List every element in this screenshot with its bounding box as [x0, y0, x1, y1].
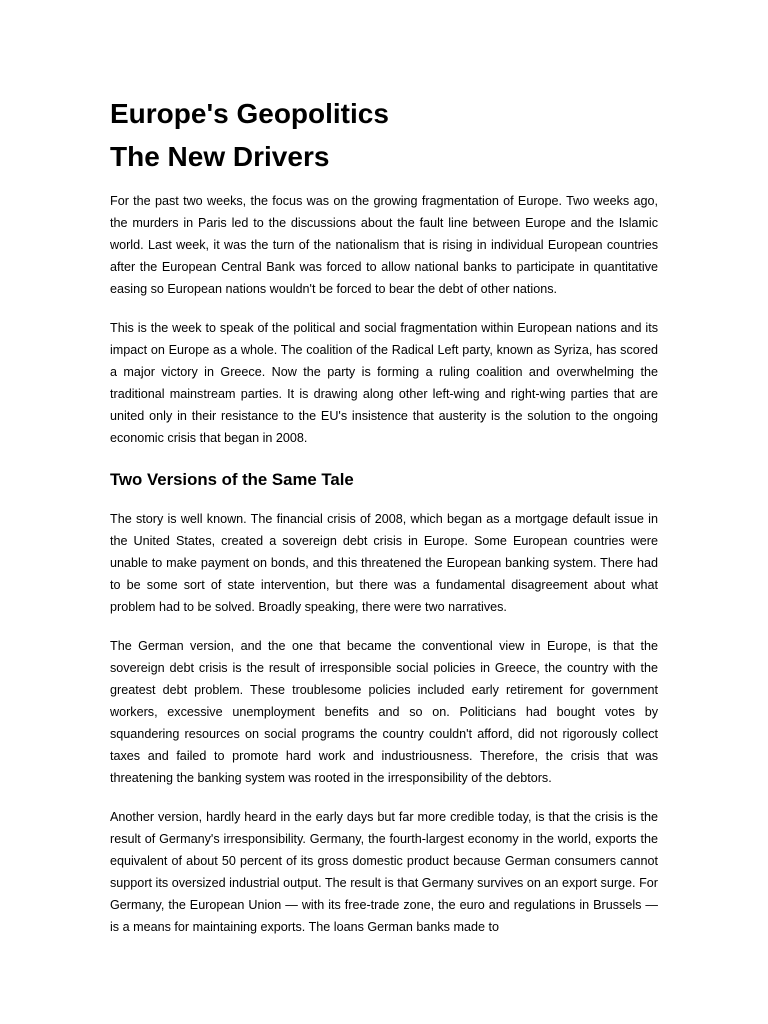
- paragraph-section-3: Another version, hardly heard in the early days but far more credible today, is that the crisis is the result of Germany's irresponsibility. Germany, the fourth-largest economy in the world, exports the equivalent of about 50 percent of its gross domestic product because German consumers cannot support its oversized industrial output. The result is that Germany survives on an export surge. For Germany, the European Union — with its free-trade zone, the euro and regulations in Brussels — is a means for maintaining exports. The loans German banks made to: [110, 810, 658, 934]
- paragraph-intro-2: This is the week to speak of the political and social fragmentation within European nations and its impact on Europe as a whole. The coalition of the Radical Left party, known as Syriza, has scored a major victory in Greece. Now the party is forming a ruling coalition and overwhelming the traditional mainstream parties. It is drawing along other left-wing and right-wing parties that are united only in their resistance to the EU's insistence that austerity is the solution to the ongoing economic crisis that began in 2008.: [110, 321, 658, 445]
- paragraph-section-1: The story is well known. The financial crisis of 2008, which began as a mortgage default issue in the United States, created a sovereign debt crisis in Europe. Some European countries were unable to make payment on bonds, and this threatened the European banking system. There had to be some sort of state intervention, but there was a fundamental disagreement about what problem had to be solved. Broadly speaking, there were two narratives.: [110, 512, 658, 614]
- title-line-2: The New Drivers: [110, 141, 330, 172]
- paragraph-intro-1: For the past two weeks, the focus was on the growing fragmentation of Europe. Two weeks ago, the murders in Paris led to the discussions about the fault line between Europe and the Islamic world. Last week, it was the turn of the nationalism that is rising in individual European countries after the European Central Bank was forced to allow national banks to participate in quantitative easing so European nations wouldn't be forced to bear the debt of other nations.: [110, 194, 658, 296]
- paragraph-section-2: The German version, and the one that became the conventional view in Europe, is that the sovereign debt crisis is the result of irresponsible social policies in Greece, the country with the greatest debt problem. These troublesome policies included early retirement for government workers, excessive unemployment benefits and so on. Politicians had bought votes by squandering resources on social programs the country couldn't afford, did not rigorously collect taxes and failed to promote hard work and industriousness. Therefore, the crisis that was threatening the banking system was rooted in the irresponsibility of the debtors.: [110, 639, 658, 785]
- title-line-1: Europe's Geopolitics: [110, 98, 389, 129]
- section-heading: Two Versions of the Same Tale: [110, 470, 354, 489]
- document-title: [110, 92, 658, 178]
- document-body: [110, 190, 658, 955]
